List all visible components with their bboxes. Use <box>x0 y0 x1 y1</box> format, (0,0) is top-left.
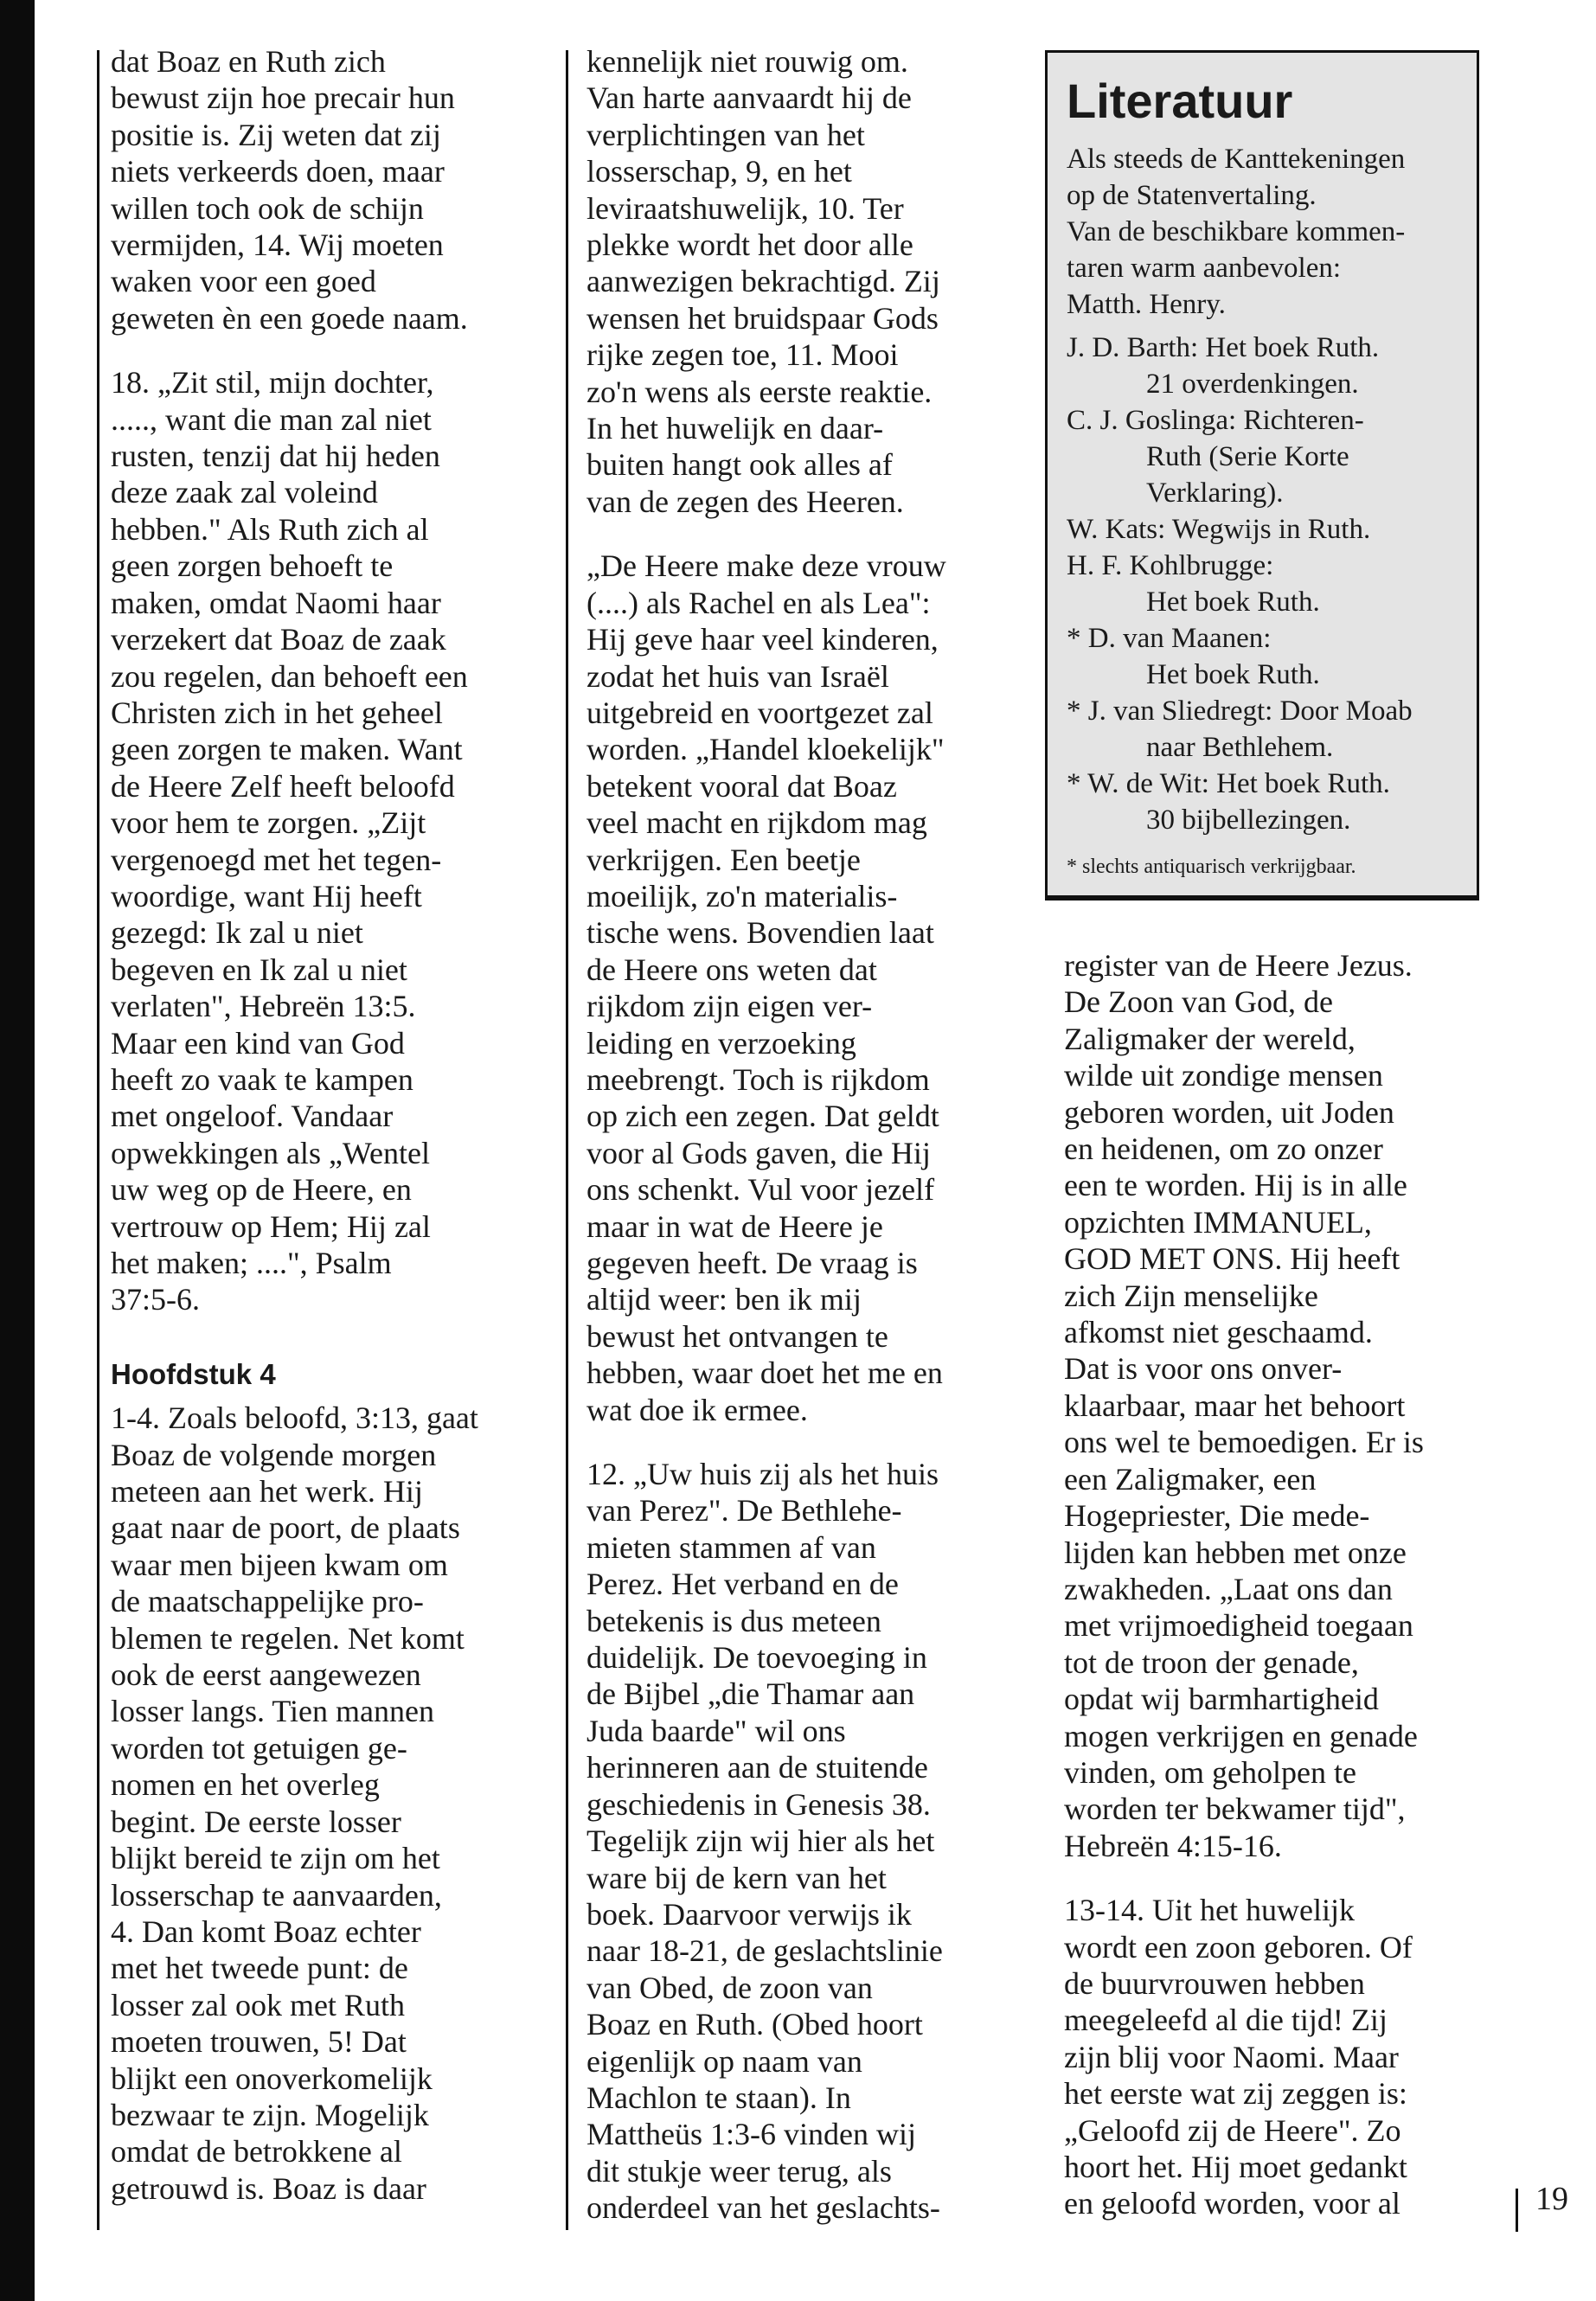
literature-box <box>1045 50 1479 898</box>
col2-paragraph-3: 12. „Uw huis zij als het huis van Perez". De Bethlehe- mieten stammen af van Perez. Het verband en de betekenis is dus meteen duidelijk. De toevoeging in de Bijbel „die Thamar aan Juda baarde" wil ons herinneren aan de stuitende geschiedenis in Genesis 38. Tegelijk zijn wij hier als het ware bij de kern van het boek. Daarvoor verwijs ik naar 18-21, de geslachtslinie van Obed, de zoon van Boaz en Ruth. (Obed hoort eigenlijk op naam van Machlon te staan). In Mattheüs 1:3-6 vinden wij dit stukje weer terug, als onderdeel van het geslachts- <box>586 1457 943 2226</box>
literature-footnote: * slechts antiquarisch verkrijgbaar. <box>1067 856 1356 878</box>
literature-intro: Als steeds de Kanttekeningen op de Statenvertaling. Van de beschikbare kommen- taren warm aanbevolen: Matth. Henry. <box>1067 144 1406 320</box>
column-rule-middle <box>566 50 568 2230</box>
literature-ref: * D. van Maanen: Het boek Ruth. <box>1067 623 1320 690</box>
column-3 <box>1064 947 1505 2222</box>
col1-paragraph-3: 1-4. Zoals beloofd, 3:13, gaat Boaz de volgende morgen meteen aan het werk. Hij gaat naar de poort, de plaats waar men bijeen kwam om de maatschappelijke pro- blemen te regelen. Net komt ook de eerst aangewezen losser langs. Tien mannen worden tot getuigen ge- nomen en het overleg begint. De eerste losser blijkt bereid te zijn om het losserschap te aanvaarden, 4. Dan komt Boaz echter met het tweede punt: de losser zal ook met Ruth moeten trouwen, 5! Dat blijkt een onoverkomelijk bezwaar te zijn. Mogelijk omdat de betrokkene al getrouwd is. Boaz is daar <box>111 1400 478 2206</box>
literature-ref: C. J. Goslinga: Richteren- Ruth (Serie Korte Verklaring). <box>1067 405 1364 509</box>
col1-paragraph-2: 18. „Zit stil, mijn dochter, ....., want die man zal niet rusten, tenzij dat hij heden deze zaak zal voleind hebben." Als Ruth zich al geen zorgen behoeft te maken, omdat Naomi haar verzekert dat Boaz de zaak zou regelen, dan behoeft een Christen zich in het geheel geen zorgen te maken. Want de Heere Zelf heeft beloofd voor hem te zorgen. „Zijt vergenoegd met het tegen- woordige, want Hij heeft gezegd: Ik zal u niet begeven en Ik zal u niet verlaten", Hebreën 13:5. Maar een kind van God heeft zo vaak te kampen met ongeloof. Vandaar opwekkingen als „Wentel uw weg op de Heere, en vertrouw op Hem; Hij zal het maken; ....", Psalm 37:5-6. <box>111 365 468 1317</box>
literature-title: Literatuur <box>1067 74 1293 128</box>
column-rule-right <box>1516 2189 1518 2232</box>
scan-edge <box>0 0 35 2301</box>
col1-paragraph-1: dat Boaz en Ruth zich bewust zijn hoe precair hun positie is. Zij weten dat zij niets verkeerds doen, maar willen toch ook de schijn vermijden, 14. Wij moeten waken voor een goed geweten èn een goede naam. <box>111 44 468 336</box>
literature-ref: H. F. Kohlbrugge: Het boek Ruth. <box>1067 550 1320 618</box>
literature-ref: * W. de Wit: Het boek Ruth. 30 bijbellezingen. <box>1067 768 1390 836</box>
literature-ref: J. D. Barth: Het boek Ruth. 21 overdenkingen. <box>1067 332 1380 400</box>
col2-paragraph-2: „De Heere make deze vrouw (....) als Rachel en als Lea": Hij geve haar veel kinderen, zodat het huis van Israël uitgebreid en voortgezet zal worden. „Handel kloekelijk" betekent vooral dat Boaz veel macht en rijkdom mag verkrijgen. Een beetje moeilijk, zo'n materialis- tische wens. Bovendien laat de Heere ons weten dat rijkdom zijn eigen ver- leiding en verzoeking meebrengt. Toch is rijkdom op zich een zegen. Dat geldt voor al Gods gaven, die Hij ons schenkt. Vul voor jezelf maar in wat de Heere je gegeven heeft. De vraag is altijd weer: ben ik mij bewust het ontvangen te hebben, waar doet het me en wat doe ik ermee. <box>586 548 946 1427</box>
literature-ref: W. Kats: Wegwijs in Ruth. <box>1067 514 1371 545</box>
col3-paragraph-2: 13-14. Uit het huwelijk wordt een zoon geboren. Of de buurvrouwen hebben meegeleefd al die tijd! Zij zijn blij voor Naomi. Maar het eerste wat zij zeggen is: „Geloofd zij de Heere". Zo hoort het. Hij moet gedankt en geloofd worden, voor al <box>1064 1893 1413 2221</box>
literature-ref: * J. van Sliedregt: Door Moab naar Bethlehem. <box>1067 695 1413 763</box>
chapter-heading: Hoofdstuk 4 <box>111 1357 276 1390</box>
col2-paragraph-1: kennelijk niet rouwig om. Van harte aanvaardt hij de verplichtingen van het losserschap, 9, en het leviraatshuwelijk, 10. Ter plekke wordt het door alle aanwezigen bekrachtigd. Zij wensen het bruidspaar Gods rijke zegen toe, 11. Mooi zo'n wens als eerste reaktie. In het huwelijk en daar- buiten hangt ook alles af van de zegen des Heeren. <box>586 44 940 519</box>
col3-paragraph-1: register van de Heere Jezus. De Zoon van God, de Zaligmaker der wereld, wilde uit zondige mensen geboren worden, uit Joden en heidenen, om zo onzer een te worden. Hij is in alle opzichten IMMANUEL, GOD MET ONS. Hij heeft zich Zijn menselijke afkomst niet geschaamd. Dat is voor ons onver- klaarbaar, maar het behoort ons wel te bemoedigen. Er is een Zaligmaker, een Hogepriester, Die mede- lijden kan hebben met onze zwakheden. „Laat ons dan met vrijmoedigheid toegaan tot de troon der genade, opdat wij barmhartigheid mogen verkrijgen en genade vinden, om geholpen te worden ter bekwamer tijd", Hebreën 4:15-16. <box>1064 948 1424 1863</box>
column-1 <box>111 43 552 2207</box>
column-rule-left <box>97 50 99 2230</box>
literature-box-rule <box>1045 898 1479 901</box>
page-number: 19 <box>1535 2181 1568 2217</box>
column-2 <box>586 43 1032 2227</box>
